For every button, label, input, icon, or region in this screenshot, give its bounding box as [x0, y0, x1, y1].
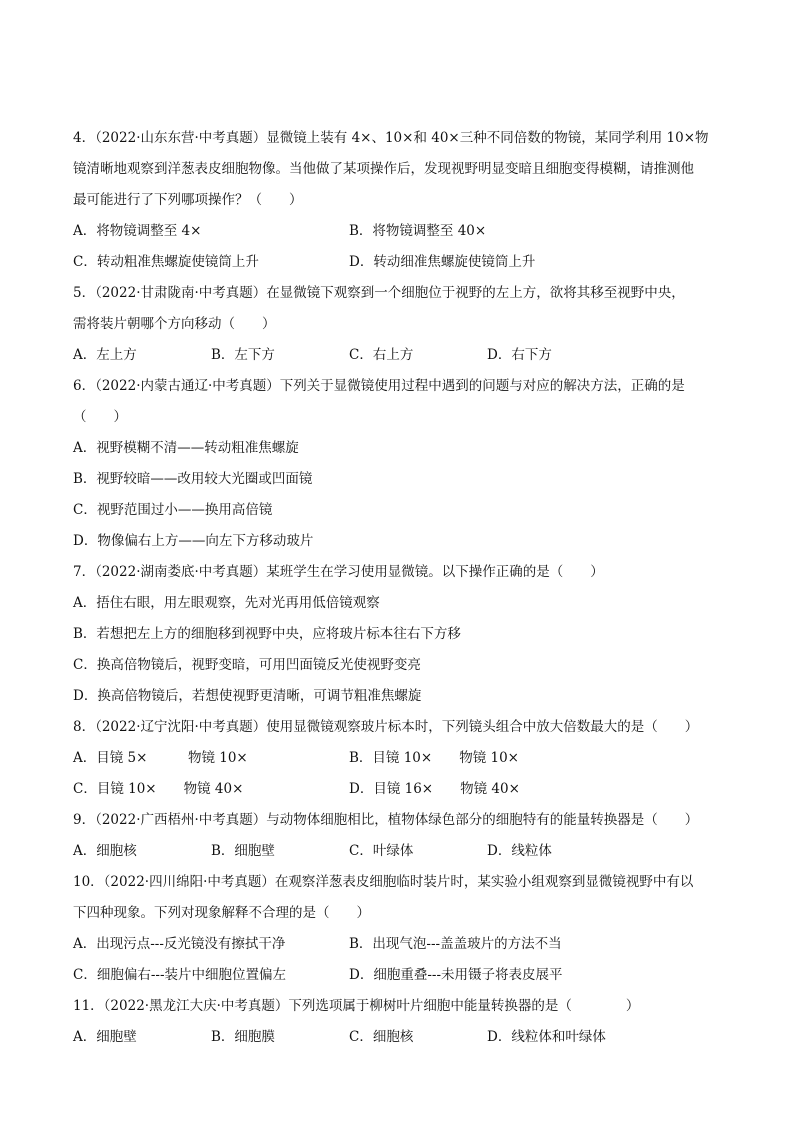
question-7-stem-line-1: 7．（2022·湖南娄底·中考真题）某班学生在学习使用显微镜。以下操作正确的是（ ）: [73, 564, 604, 580]
question-4-stem-line-3: 最可能进行了下列哪项操作？（ ）: [73, 192, 303, 208]
question-6-stem-line-2: （ ）: [73, 409, 127, 425]
question-5-option-b: B．左下方: [211, 347, 275, 363]
question-5-option-a: A．左上方: [73, 347, 137, 363]
question-11-option-d: D．线粒体和叶绿体: [487, 1029, 606, 1045]
question-11-option-b: B．细胞膜: [211, 1029, 275, 1045]
question-10-stem-line-2: 下四种现象。下列对现象解释不合理的是（ ）: [73, 905, 370, 921]
question-4-option-a: A．将物镜调整至 4×: [73, 223, 202, 239]
question-9-option-c: C．叶绿体: [349, 843, 414, 859]
question-4-option-b: B．将物镜调整至 40×: [349, 223, 487, 239]
question-11-option-a: A．细胞壁: [73, 1029, 137, 1045]
question-8-option-b: B．目镜 10× 物镜 10×: [349, 750, 519, 766]
question-6-option-b: B．视野较暗——改用较大光圈或凹面镜: [73, 471, 313, 487]
question-4-stem-line-2: 镜清晰地观察到洋葱表皮细胞物像。当他做了某项操作后，发现视野明显变暗且细胞变得模糊，请推测他: [73, 161, 694, 177]
question-8-option-c: C．目镜 10× 物镜 40×: [73, 781, 244, 797]
question-11-stem-line-1: 11．（2022·黑龙江大庆·中考真题）下列选项属于柳树叶片细胞中能量转换器的是（ ）: [73, 998, 640, 1014]
question-9-option-a: A．细胞核: [73, 843, 137, 859]
question-4-option-d: D．转动细准焦螺旋使镜筒上升: [349, 254, 536, 270]
question-8-stem-line-1: 8．（2022·辽宁沈阳·中考真题）使用显微镜观察玻片标本时，下列镜头组合中放大倍数最大的是（ ）: [73, 719, 699, 735]
question-8-option-d: D．目镜 16× 物镜 40×: [349, 781, 520, 797]
question-7-option-a: A．捂住右眼，用左眼观察，先对光再用低倍镜观察: [73, 595, 380, 611]
question-8-option-a: A．目镜 5× 物镜 10×: [73, 750, 248, 766]
question-10-option-c: C．细胞偏右---装片中细胞位置偏左: [73, 967, 287, 983]
question-11-option-c: C．细胞核: [349, 1029, 414, 1045]
question-4-option-c: C．转动粗准焦螺旋使镜筒上升: [73, 254, 259, 270]
question-9-stem-line-1: 9．（2022·广西梧州·中考真题）与动物体细胞相比，植物体绿色部分的细胞特有的能量转换器是（ ）: [73, 812, 699, 828]
question-4-stem-line-1: 4．（2022·山东东营·中考真题）显微镜上装有 4×、10×和 40×三种不同倍数的物镜，某同学利用 10×物: [73, 130, 709, 146]
question-5-stem-line-1: 5．（2022·甘肃陇南·中考真题）在显微镜下观察到一个细胞位于视野的左上方，欲将其移至视野中央，: [73, 285, 685, 301]
question-10-option-d: D．细胞重叠---未用镊子将表皮展平: [349, 967, 563, 983]
question-6-stem-line-1: 6．（2022·内蒙古通辽·中考真题）下列关于显微镜使用过程中遇到的问题与对应的解决方法，正确的是: [73, 378, 685, 394]
question-5-stem-line-2: 需将装片朝哪个方向移动（ ）: [73, 316, 276, 332]
question-9-option-b: B．细胞壁: [211, 843, 275, 859]
question-5-option-c: C．右上方: [349, 347, 414, 363]
question-9-option-d: D．线粒体: [487, 843, 552, 859]
question-6-option-d: D．物像偏右上方——向左下方移动玻片: [73, 533, 314, 549]
question-7-option-d: D．换高倍物镜后，若想使视野更清晰，可调节粗准焦螺旋: [73, 688, 422, 704]
question-6-option-a: A．视野模糊不清——转动粗准焦螺旋: [73, 440, 299, 456]
question-10-option-b: B．出现气泡---盖盖玻片的方法不当: [349, 936, 562, 952]
question-5-option-d: D．右下方: [487, 347, 552, 363]
question-7-option-c: C．换高倍物镜后，视野变暗，可用凹面镜反光使视野变亮: [73, 657, 421, 673]
question-6-option-c: C．视野范围过小——换用高倍镜: [73, 502, 273, 518]
question-7-option-b: B．若想把左上方的细胞移到视野中央，应将玻片标本往右下方移: [73, 626, 461, 642]
question-10-option-a: A．出现污点---反光镜没有擦拭干净: [73, 936, 286, 952]
question-10-stem-line-1: 10．（2022·四川绵阳·中考真题）在观察洋葱表皮细胞临时装片时，某实验小组观察到显微镜视野中有以: [73, 874, 694, 890]
